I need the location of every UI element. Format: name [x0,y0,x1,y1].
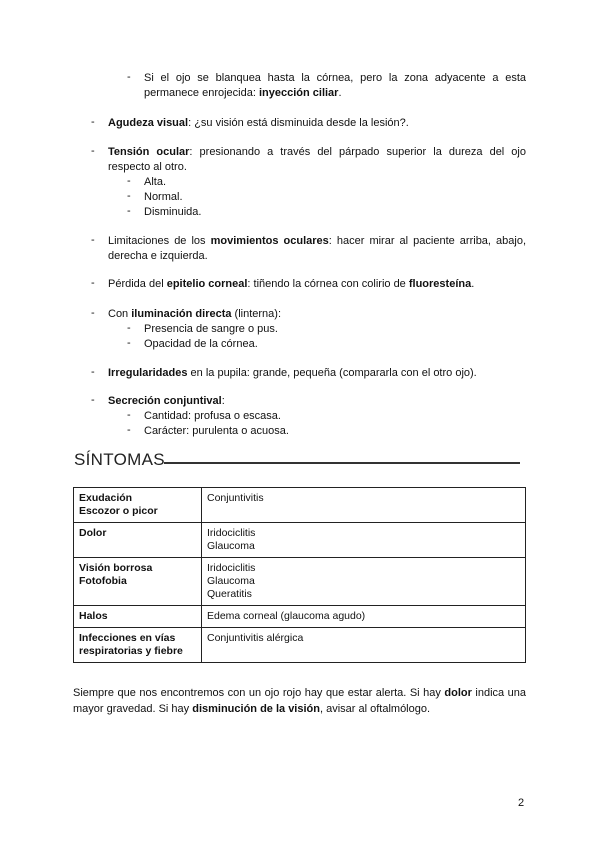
bullet-dash: - [91,116,95,128]
epitelio-item: Pérdida del epitelio corneal: tiñendo la córnea con colirio de fluoresteína. [108,278,475,290]
bullet-dash: - [91,394,95,406]
agudeza-item: Agudeza visual: ¿su visión está disminuida desde la lesión?. [108,117,409,129]
bullet-dash: - [127,424,131,436]
symptom-cell: Exudación Escozor o picor [74,488,202,523]
tension-sub-item: Disminuida. [144,206,202,218]
table-row [74,558,526,606]
symptom-cell: Visión borrosa Fotofobia [74,558,202,606]
bullet-dash: - [91,234,95,246]
tension-sub-item: Normal. [144,191,183,203]
bullet-dash: - [127,337,131,349]
iluminacion-item: Con iluminación directa (linterna): [108,308,282,320]
secrecion-sub-item: Cantidad: profusa o escasa. [144,410,281,422]
tension-line-2: respecto al otro. [108,161,187,173]
heading-rule [164,462,520,464]
symptom-cell: Halos [74,606,202,628]
secrecion-item: Secreción conjuntival: [108,395,225,407]
condition-cell: Conjuntivitis alérgica [202,628,526,663]
iluminacion-sub-item: Opacidad de la córnea. [144,338,258,350]
condition-cell: Edema corneal (glaucoma agudo) [202,606,526,628]
condition-cell: Iridociclitis Glaucoma [202,523,526,558]
irregularidades-item: Irregularidades en la pupila: grande, pequeña (compararla con el otro ojo). [108,367,477,379]
bullet-dash: - [127,190,131,202]
movimientos-line-2: derecha e izquierda. [108,250,208,262]
bullet-dash: - [127,71,131,83]
section-heading [74,450,520,474]
table-row [74,628,526,663]
movimientos-line-1: Limitaciones de los movimientos oculares: hacer mirar al paciente arriba, abajo, [108,235,527,247]
iluminacion-sub-item: Presencia de sangre o pus. [144,323,278,335]
bullet-dash: - [91,277,95,289]
section-title: SÍNTOMAS [74,450,165,469]
symptom-cell: Infecciones en vías respiratorias y fiebre [74,628,202,663]
table-row [74,523,526,558]
closing-line-2: mayor gravedad. Si hay disminución de la visión, avisar al oftalmólogo. [73,703,431,715]
ciliar-line-2: permanece enrojecida: inyección ciliar. [144,87,342,99]
bullet-dash: - [127,322,131,334]
tension-line-1: Tensión ocular: presionando a través del párpado superior la dureza del ojo [108,146,526,158]
bullet-dash: - [91,366,95,378]
tension-sub-item: Alta. [144,176,167,188]
condition-cell: Iridociclitis Glaucoma Queratitis [202,558,526,606]
symptoms-table [73,487,526,663]
bullet-dash: - [127,409,131,421]
table-row [74,488,526,523]
symptom-cell: Dolor [74,523,202,558]
bullet-dash: - [127,175,131,187]
bullet-dash: - [91,145,95,157]
bullet-dash: - [127,205,131,217]
condition-cell: Conjuntivitis [202,488,526,523]
secrecion-sub-item: Carácter: purulenta o acuosa. [144,425,289,437]
page-number: 2 [518,797,525,809]
bullet-dash: - [91,307,95,319]
closing-line-1: Siempre que nos encontremos con un ojo rojo hay que estar alerta. Si hay dolor indica una [73,687,527,699]
table-row [74,606,526,628]
ciliar-line-1: Si el ojo se blanquea hasta la córnea, pero la zona adyacente a esta [144,72,526,84]
